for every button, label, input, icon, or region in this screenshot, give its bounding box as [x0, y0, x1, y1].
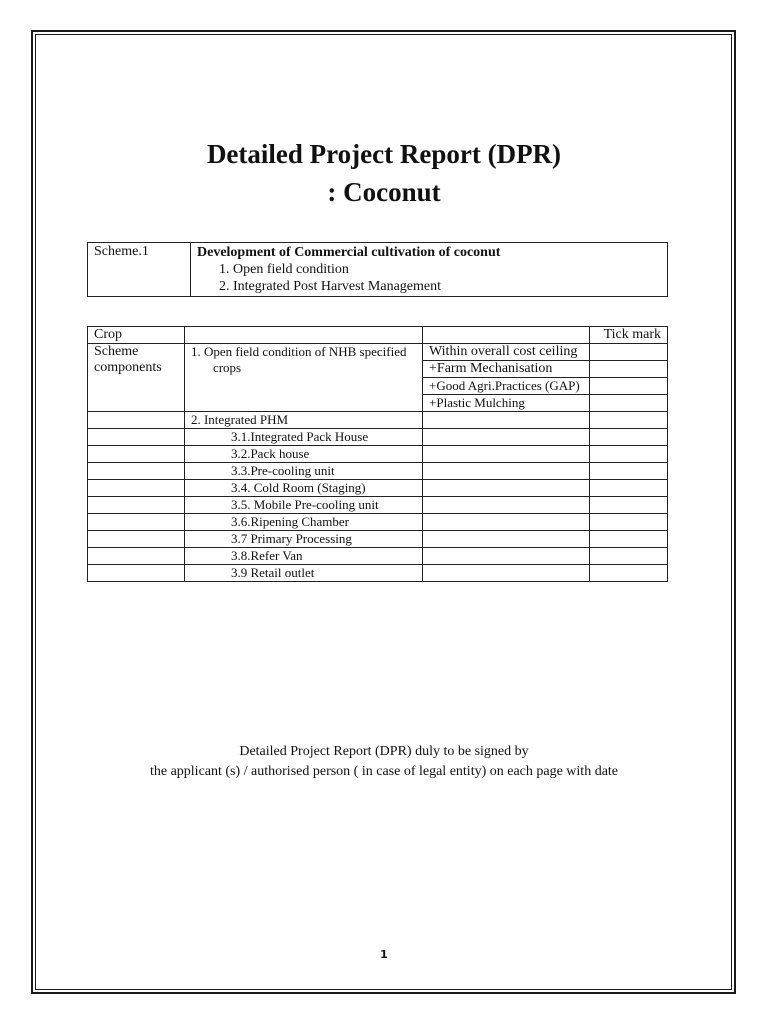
- tick-cell[interactable]: [590, 480, 668, 497]
- table-row: [88, 480, 668, 497]
- table-row: [88, 429, 668, 446]
- phm-item: 3.1.Integrated Pack House: [184, 429, 422, 446]
- scheme-table: [87, 242, 668, 297]
- footer-note-line2: the applicant (s) / authorised person ( in case of legal entity) on each page with date: [149, 764, 619, 779]
- page-subtitle: : Coconut: [327, 177, 441, 207]
- page-number: 1: [380, 948, 388, 961]
- scheme-details: [191, 243, 668, 297]
- phm-label: 2. Integrated PHM: [184, 412, 422, 429]
- phm-item: 3.5. Mobile Pre-cooling unit: [184, 497, 422, 514]
- table-row: [88, 548, 668, 565]
- components-label: Scheme components: [88, 344, 185, 412]
- tick-cell[interactable]: [590, 344, 668, 361]
- crop-label: Crop: [88, 327, 185, 344]
- tick-cell[interactable]: [590, 361, 668, 378]
- tick-cell[interactable]: [590, 497, 668, 514]
- table-row: [88, 497, 668, 514]
- table-row: [88, 514, 668, 531]
- option-cell: +Plastic Mulching: [423, 395, 590, 412]
- phm-item: 3.4. Cold Room (Staging): [184, 480, 422, 497]
- page-title: Detailed Project Report (DPR): [206, 139, 562, 169]
- crop-table: [87, 326, 668, 582]
- tick-cell[interactable]: [590, 463, 668, 480]
- scheme-item: 1. Open field condition: [219, 262, 349, 277]
- table-row: [88, 565, 668, 582]
- phm-item: 3.9 Retail outlet: [184, 565, 422, 582]
- table-row: [88, 446, 668, 463]
- table-row: [88, 531, 668, 548]
- open-field-label: 1. Open field condition of NHB specified crops: [190, 344, 407, 375]
- tick-cell[interactable]: [590, 412, 668, 429]
- phm-item: 3.6.Ripening Chamber: [184, 514, 422, 531]
- tick-cell[interactable]: [590, 565, 668, 582]
- tick-cell[interactable]: [590, 429, 668, 446]
- scheme-label: Scheme.1: [88, 243, 191, 297]
- tick-cell[interactable]: [590, 514, 668, 531]
- tick-cell[interactable]: [590, 531, 668, 548]
- phm-item: 3.2.Pack house: [184, 446, 422, 463]
- table-row: [88, 344, 668, 361]
- option-cell: Within overall cost ceiling: [423, 344, 590, 361]
- table-row: [88, 463, 668, 480]
- table-row: [88, 412, 668, 429]
- phm-item: 3.8.Refer Van: [184, 548, 422, 565]
- phm-item: 3.3.Pre-cooling unit: [184, 463, 422, 480]
- table-row: [88, 327, 668, 344]
- option-cell: +Farm Mechanisation: [423, 361, 590, 378]
- option-cell: +Good Agri.Practices (GAP): [423, 378, 590, 395]
- footer-note-line1: Detailed Project Report (DPR) duly to be signed by: [239, 744, 529, 759]
- tick-cell[interactable]: [590, 446, 668, 463]
- tick-header: Tick mark: [590, 327, 668, 344]
- tick-cell[interactable]: [590, 395, 668, 412]
- phm-item: 3.7 Primary Processing: [184, 531, 422, 548]
- scheme-item: 2. Integrated Post Harvest Management: [219, 279, 441, 294]
- scheme-heading: Development of Commercial cultivation of coconut: [197, 245, 501, 260]
- tick-cell[interactable]: [590, 378, 668, 395]
- tick-cell[interactable]: [590, 548, 668, 565]
